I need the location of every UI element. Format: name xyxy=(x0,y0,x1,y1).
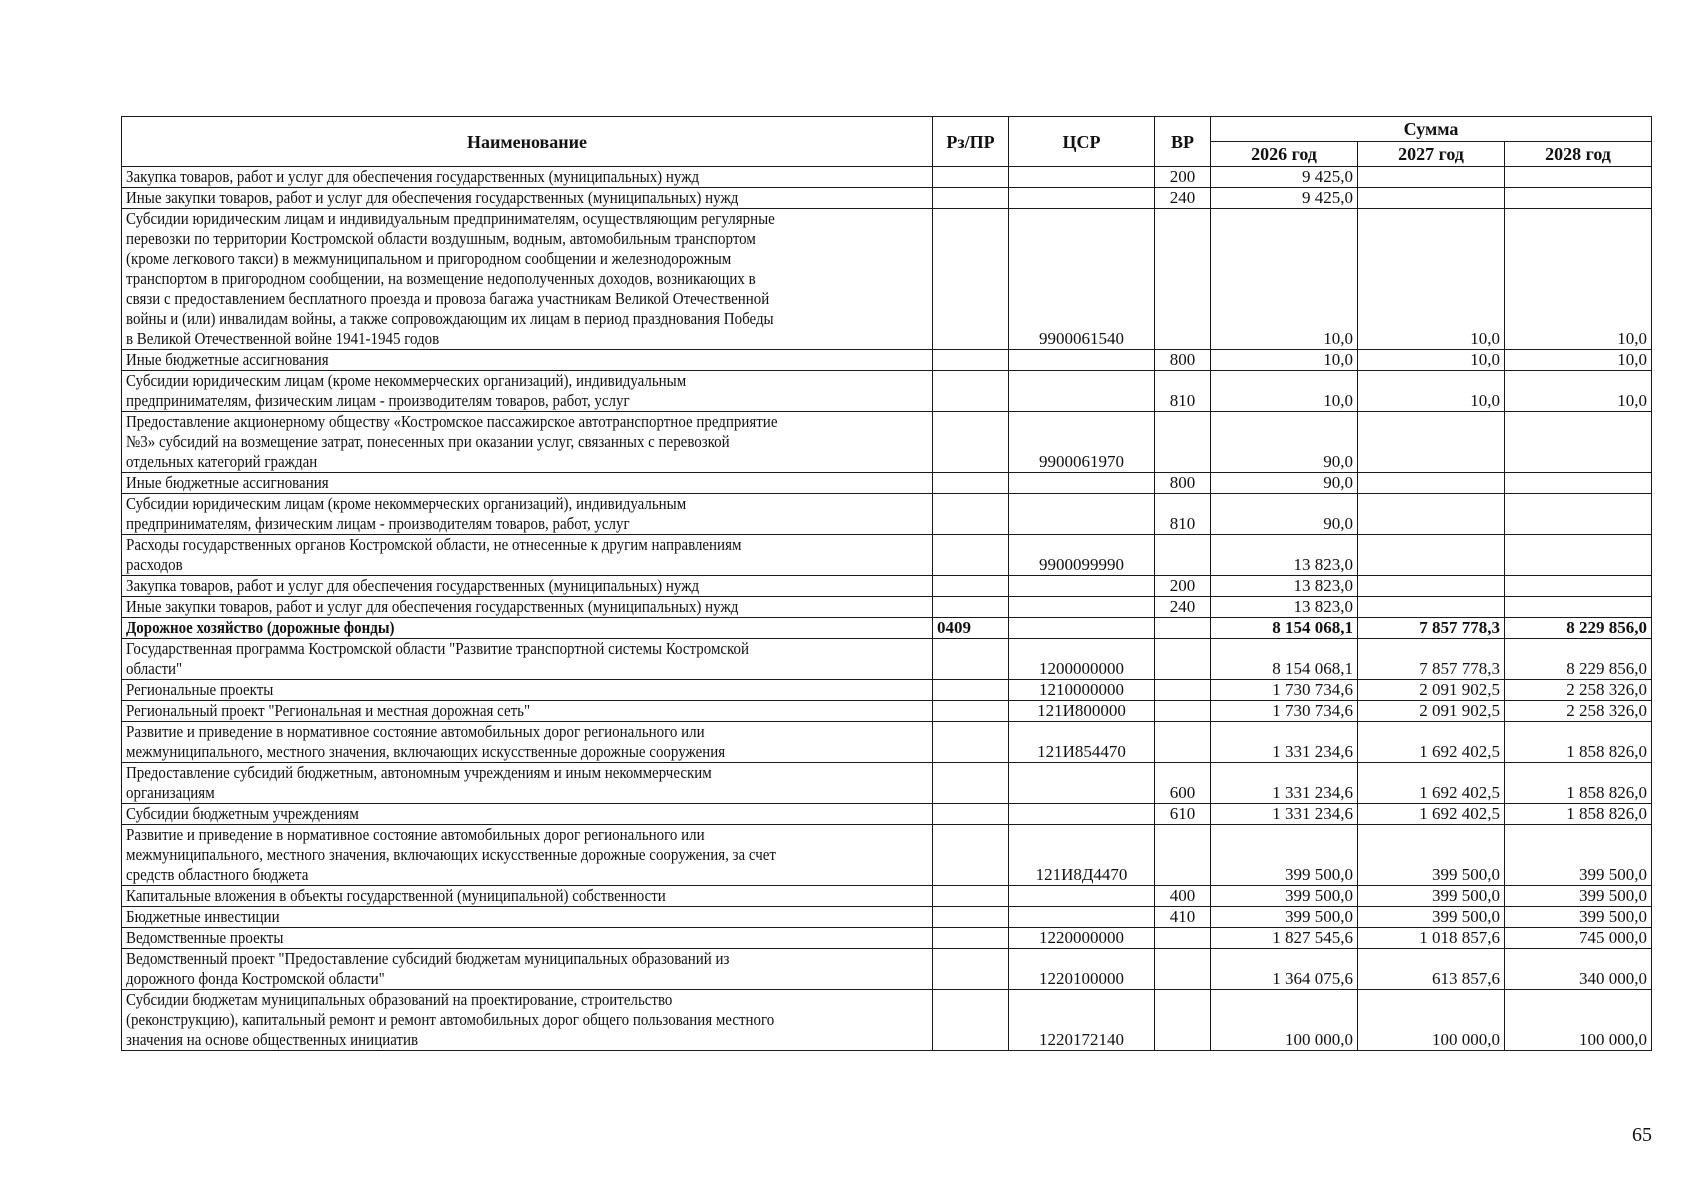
row-name-line: Иные закупки товаров, работ и услуг для обеспечения государственных (муниципальных) нужд xyxy=(126,188,739,207)
row-sum-2028-cell: 399 500,0 xyxy=(1505,825,1652,886)
row-sum-2028-cell xyxy=(1505,535,1652,576)
row-sum-2028-cell: 2 258 326,0 xyxy=(1505,701,1652,722)
row-name-line: Закупка товаров, работ и услуг для обеспечения государственных (муниципальных) нужд xyxy=(126,576,700,595)
row-sum-2028-cell: 10,0 xyxy=(1505,371,1652,412)
row-name-cell xyxy=(122,535,933,576)
row-name-cell xyxy=(122,167,933,188)
row-sum-2026-cell: 8 154 068,1 xyxy=(1211,618,1358,639)
row-csr-cell: 121И8Д4470 xyxy=(1009,825,1155,886)
row-sum-2026-cell: 1 364 075,6 xyxy=(1211,949,1358,990)
row-csr-cell xyxy=(1009,907,1155,928)
row-name-line: Закупка товаров, работ и услуг для обеспечения государственных (муниципальных) нужд xyxy=(126,167,700,186)
row-csr-cell xyxy=(1009,473,1155,494)
row-vr-cell: 410 xyxy=(1155,907,1211,928)
row-rzpr-cell xyxy=(933,597,1009,618)
row-rzpr-cell xyxy=(933,886,1009,907)
row-csr-cell: 121И800000 xyxy=(1009,701,1155,722)
row-name-line: связи с предоставлением бесплатного проезда и провоза багажа участникам Великой Отечественной xyxy=(126,289,770,308)
row-csr-cell: 121И854470 xyxy=(1009,722,1155,763)
row-vr-cell: 810 xyxy=(1155,371,1211,412)
row-name-line: межмуниципального, местного значения, включающих искусственные дорожные сооружения xyxy=(126,742,726,761)
row-name-line: Иные бюджетные ассигнования xyxy=(126,473,329,492)
row-name-cell xyxy=(122,949,933,990)
row-csr-cell: 1210000000 xyxy=(1009,680,1155,701)
row-rzpr-cell xyxy=(933,825,1009,886)
row-name-cell xyxy=(122,597,933,618)
row-sum-2027-cell xyxy=(1358,412,1505,473)
row-vr-cell: 600 xyxy=(1155,763,1211,804)
page-number: 65 xyxy=(1632,1124,1652,1146)
row-rzpr-cell xyxy=(933,680,1009,701)
row-name-cell xyxy=(122,763,933,804)
row-name-line: Субсидии юридическим лицам и индивидуальным предпринимателям, осуществляющим регулярные xyxy=(126,209,775,228)
row-sum-2026-cell: 10,0 xyxy=(1211,209,1358,350)
header-vr: ВР xyxy=(1155,117,1211,167)
header-name: Наименование xyxy=(122,117,933,167)
row-name-line: (кроме легкового такси) в межмуниципальном и пригородном сообщении и железнодорожным xyxy=(126,249,732,268)
row-rzpr-cell xyxy=(933,209,1009,350)
row-name-line: расходов xyxy=(126,555,183,574)
row-sum-2027-cell: 399 500,0 xyxy=(1358,907,1505,928)
row-csr-cell xyxy=(1009,576,1155,597)
table-row xyxy=(122,907,1652,928)
row-sum-2027-cell xyxy=(1358,473,1505,494)
header-year-2026: 2026 год xyxy=(1211,142,1358,167)
row-rzpr-cell xyxy=(933,639,1009,680)
row-name-cell xyxy=(122,188,933,209)
row-name-line: межмуниципального, местного значения, включающих искусственные дорожные сооружения, за счет xyxy=(126,845,776,864)
row-name-line: Региональный проект "Региональная и местная дорожная сеть" xyxy=(126,701,531,720)
row-rzpr-cell xyxy=(933,188,1009,209)
row-name-line: перевозки по территории Костромской области воздушным, водным, автомобильным транспортом xyxy=(126,229,756,248)
row-sum-2028-cell xyxy=(1505,576,1652,597)
row-rzpr-cell xyxy=(933,494,1009,535)
row-sum-2026-cell: 90,0 xyxy=(1211,412,1358,473)
row-vr-cell xyxy=(1155,680,1211,701)
row-sum-2027-cell: 1 018 857,6 xyxy=(1358,928,1505,949)
row-sum-2028-cell: 1 858 826,0 xyxy=(1505,763,1652,804)
row-vr-cell: 800 xyxy=(1155,350,1211,371)
row-vr-cell xyxy=(1155,722,1211,763)
row-csr-cell xyxy=(1009,371,1155,412)
row-sum-2027-cell: 1 692 402,5 xyxy=(1358,763,1505,804)
row-sum-2027-cell xyxy=(1358,597,1505,618)
row-sum-2026-cell: 90,0 xyxy=(1211,494,1358,535)
row-sum-2027-cell: 2 091 902,5 xyxy=(1358,680,1505,701)
row-name-line: организациям xyxy=(126,783,215,802)
row-csr-cell: 9900061540 xyxy=(1009,209,1155,350)
row-name-line: предпринимателям, физическим лицам - производителям товаров, работ, услуг xyxy=(126,391,630,410)
row-sum-2028-cell: 2 258 326,0 xyxy=(1505,680,1652,701)
row-name-line: Предоставление субсидий бюджетным, автономным учреждениям и иным некоммерческим xyxy=(126,763,712,782)
row-name-line: Капитальные вложения в объекты государственной (муниципальной) собственности xyxy=(126,886,666,905)
row-csr-cell xyxy=(1009,804,1155,825)
row-sum-2026-cell: 399 500,0 xyxy=(1211,886,1358,907)
row-sum-2026-cell: 1 331 234,6 xyxy=(1211,722,1358,763)
row-rzpr-cell xyxy=(933,371,1009,412)
row-name-line: Ведомственные проекты xyxy=(126,928,284,947)
row-vr-cell xyxy=(1155,701,1211,722)
row-sum-2026-cell: 1 730 734,6 xyxy=(1211,680,1358,701)
row-vr-cell: 810 xyxy=(1155,494,1211,535)
row-sum-2027-cell: 100 000,0 xyxy=(1358,990,1505,1051)
row-sum-2028-cell: 399 500,0 xyxy=(1505,886,1652,907)
table-row xyxy=(122,825,1652,886)
row-csr-cell: 1220000000 xyxy=(1009,928,1155,949)
row-csr-cell xyxy=(1009,350,1155,371)
table-row xyxy=(122,167,1652,188)
row-name-cell xyxy=(122,825,933,886)
row-csr-cell xyxy=(1009,763,1155,804)
row-sum-2027-cell: 1 692 402,5 xyxy=(1358,804,1505,825)
table-row xyxy=(122,618,1652,639)
row-sum-2027-cell: 399 500,0 xyxy=(1358,886,1505,907)
row-rzpr-cell: 0409 xyxy=(933,618,1009,639)
row-vr-cell: 240 xyxy=(1155,188,1211,209)
row-sum-2026-cell: 1 331 234,6 xyxy=(1211,804,1358,825)
row-vr-cell xyxy=(1155,639,1211,680)
row-name-cell xyxy=(122,990,933,1051)
row-name-line: Региональные проекты xyxy=(126,680,274,699)
row-name-line: в Великой Отечественной войне 1941-1945 годов xyxy=(126,329,440,348)
table-row xyxy=(122,350,1652,371)
row-csr-cell xyxy=(1009,494,1155,535)
row-sum-2026-cell: 9 425,0 xyxy=(1211,167,1358,188)
row-name-cell xyxy=(122,371,933,412)
table-body xyxy=(122,167,1652,1051)
row-sum-2028-cell: 399 500,0 xyxy=(1505,907,1652,928)
row-rzpr-cell xyxy=(933,350,1009,371)
row-sum-2028-cell xyxy=(1505,188,1652,209)
row-sum-2026-cell: 100 000,0 xyxy=(1211,990,1358,1051)
row-name-cell xyxy=(122,576,933,597)
table-row xyxy=(122,371,1652,412)
row-sum-2027-cell xyxy=(1358,494,1505,535)
row-name-line: отдельных категорий граждан xyxy=(126,452,318,471)
row-sum-2028-cell xyxy=(1505,473,1652,494)
row-rzpr-cell xyxy=(933,928,1009,949)
row-name-cell xyxy=(122,494,933,535)
row-vr-cell xyxy=(1155,825,1211,886)
row-sum-2027-cell: 10,0 xyxy=(1358,350,1505,371)
row-csr-cell: 1200000000 xyxy=(1009,639,1155,680)
row-name-line: (реконструкцию), капитальный ремонт и ремонт автомобильных дорог общего пользования местного xyxy=(126,1010,775,1029)
row-csr-cell: 9900061970 xyxy=(1009,412,1155,473)
row-sum-2027-cell xyxy=(1358,167,1505,188)
row-name-cell xyxy=(122,350,933,371)
row-sum-2026-cell: 10,0 xyxy=(1211,371,1358,412)
row-name-cell xyxy=(122,907,933,928)
row-name-line: Иные закупки товаров, работ и услуг для обеспечения государственных (муниципальных) нужд xyxy=(126,597,739,616)
row-csr-cell xyxy=(1009,597,1155,618)
table-row xyxy=(122,804,1652,825)
row-vr-cell xyxy=(1155,949,1211,990)
row-sum-2026-cell: 1 827 545,6 xyxy=(1211,928,1358,949)
row-rzpr-cell xyxy=(933,412,1009,473)
table-row xyxy=(122,597,1652,618)
row-rzpr-cell xyxy=(933,576,1009,597)
row-sum-2028-cell xyxy=(1505,412,1652,473)
table-row xyxy=(122,576,1652,597)
row-vr-cell: 610 xyxy=(1155,804,1211,825)
row-name-line: средств областного бюджета xyxy=(126,865,309,884)
row-sum-2026-cell: 1 730 734,6 xyxy=(1211,701,1358,722)
row-rzpr-cell xyxy=(933,701,1009,722)
row-rzpr-cell xyxy=(933,804,1009,825)
row-vr-cell xyxy=(1155,928,1211,949)
table-row xyxy=(122,701,1652,722)
row-name-cell xyxy=(122,639,933,680)
row-sum-2028-cell: 10,0 xyxy=(1505,209,1652,350)
row-sum-2026-cell: 13 823,0 xyxy=(1211,597,1358,618)
row-name-line: Субсидии юридическим лицам (кроме некоммерческих организаций), индивидуальным xyxy=(126,371,687,390)
header-sum: Сумма xyxy=(1211,117,1652,142)
row-sum-2028-cell xyxy=(1505,167,1652,188)
row-sum-2027-cell xyxy=(1358,576,1505,597)
header-csr: ЦСР xyxy=(1009,117,1155,167)
row-name-cell xyxy=(122,928,933,949)
table-row xyxy=(122,990,1652,1051)
row-name-line: Развитие и приведение в нормативное состояние автомобильных дорог регионального или xyxy=(126,722,705,741)
row-rzpr-cell xyxy=(933,990,1009,1051)
budget-table xyxy=(121,116,1652,1051)
table-row xyxy=(122,680,1652,701)
row-name-cell xyxy=(122,473,933,494)
row-csr-cell: 9900099990 xyxy=(1009,535,1155,576)
row-sum-2028-cell xyxy=(1505,597,1652,618)
row-vr-cell xyxy=(1155,990,1211,1051)
row-csr-cell xyxy=(1009,618,1155,639)
row-sum-2026-cell: 9 425,0 xyxy=(1211,188,1358,209)
row-vr-cell xyxy=(1155,535,1211,576)
table-row xyxy=(122,763,1652,804)
table-row xyxy=(122,949,1652,990)
row-sum-2026-cell: 13 823,0 xyxy=(1211,535,1358,576)
row-name-line: Бюджетные инвестиции xyxy=(126,907,280,926)
table-row xyxy=(122,188,1652,209)
row-name-cell xyxy=(122,412,933,473)
row-sum-2027-cell xyxy=(1358,188,1505,209)
row-sum-2028-cell: 340 000,0 xyxy=(1505,949,1652,990)
row-name-line: Государственная программа Костромской области "Развитие транспортной системы Костромской xyxy=(126,639,750,658)
row-sum-2028-cell: 10,0 xyxy=(1505,350,1652,371)
row-sum-2026-cell: 1 331 234,6 xyxy=(1211,763,1358,804)
row-sum-2028-cell: 1 858 826,0 xyxy=(1505,722,1652,763)
row-name-cell xyxy=(122,804,933,825)
row-sum-2027-cell: 10,0 xyxy=(1358,209,1505,350)
row-name-cell xyxy=(122,618,933,639)
row-rzpr-cell xyxy=(933,535,1009,576)
row-name-line: Субсидии юридическим лицам (кроме некоммерческих организаций), индивидуальным xyxy=(126,494,687,513)
row-sum-2027-cell: 7 857 778,3 xyxy=(1358,618,1505,639)
row-vr-cell: 200 xyxy=(1155,167,1211,188)
row-sum-2026-cell: 399 500,0 xyxy=(1211,825,1358,886)
row-rzpr-cell xyxy=(933,167,1009,188)
row-name-cell xyxy=(122,886,933,907)
row-sum-2027-cell: 10,0 xyxy=(1358,371,1505,412)
row-vr-cell: 200 xyxy=(1155,576,1211,597)
row-sum-2027-cell: 2 091 902,5 xyxy=(1358,701,1505,722)
row-sum-2027-cell xyxy=(1358,535,1505,576)
row-name-line: области" xyxy=(126,659,183,678)
row-sum-2027-cell: 1 692 402,5 xyxy=(1358,722,1505,763)
row-name-line: дорожного фонда Костромской области" xyxy=(126,969,385,988)
row-sum-2026-cell: 10,0 xyxy=(1211,350,1358,371)
header-year-2028: 2028 год xyxy=(1505,142,1652,167)
row-name-line: Дорожное хозяйство (дорожные фонды) xyxy=(126,618,395,637)
header-year-2027: 2027 год xyxy=(1358,142,1505,167)
row-rzpr-cell xyxy=(933,907,1009,928)
row-sum-2027-cell: 399 500,0 xyxy=(1358,825,1505,886)
row-name-line: Иные бюджетные ассигнования xyxy=(126,350,329,369)
row-sum-2027-cell: 613 857,6 xyxy=(1358,949,1505,990)
row-vr-cell xyxy=(1155,412,1211,473)
row-csr-cell: 1220100000 xyxy=(1009,949,1155,990)
row-name-line: транспортом в пригородном сообщении, на возмещение недополученных доходов, возникающих в xyxy=(126,269,756,288)
table-row xyxy=(122,928,1652,949)
row-name-line: Субсидии бюджетным учреждениям xyxy=(126,804,359,823)
table-header xyxy=(122,117,1652,167)
header-rzpr: Рз/ПР xyxy=(933,117,1009,167)
row-sum-2026-cell: 13 823,0 xyxy=(1211,576,1358,597)
row-name-cell xyxy=(122,680,933,701)
row-rzpr-cell xyxy=(933,763,1009,804)
row-csr-cell xyxy=(1009,886,1155,907)
row-sum-2028-cell: 1 858 826,0 xyxy=(1505,804,1652,825)
table-row xyxy=(122,494,1652,535)
table-row xyxy=(122,412,1652,473)
table-row xyxy=(122,209,1652,350)
table-row xyxy=(122,535,1652,576)
table-row xyxy=(122,639,1652,680)
row-vr-cell: 240 xyxy=(1155,597,1211,618)
row-sum-2028-cell xyxy=(1505,494,1652,535)
row-name-line: №3» субсидий на возмещение затрат, понесенных при оказании услуг, связанных с перевозкой xyxy=(126,432,730,451)
row-name-line: Расходы государственных органов Костромской области, не отнесенные к другим направлениям xyxy=(126,535,742,554)
row-csr-cell xyxy=(1009,188,1155,209)
row-vr-cell xyxy=(1155,618,1211,639)
row-sum-2026-cell: 8 154 068,1 xyxy=(1211,639,1358,680)
row-rzpr-cell xyxy=(933,949,1009,990)
row-name-line: Предоставление акционерному обществу «Костромское пассажирское автотранспортное предприятие xyxy=(126,412,778,431)
table-row xyxy=(122,886,1652,907)
row-sum-2028-cell: 100 000,0 xyxy=(1505,990,1652,1051)
row-rzpr-cell xyxy=(933,473,1009,494)
row-sum-2026-cell: 90,0 xyxy=(1211,473,1358,494)
row-name-cell xyxy=(122,722,933,763)
row-name-cell xyxy=(122,701,933,722)
row-name-line: предпринимателям, физическим лицам - производителям товаров, работ, услуг xyxy=(126,514,630,533)
row-rzpr-cell xyxy=(933,722,1009,763)
row-name-line: Ведомственный проект "Предоставление субсидий бюджетам муниципальных образований из xyxy=(126,949,730,968)
row-sum-2028-cell: 8 229 856,0 xyxy=(1505,639,1652,680)
row-vr-cell: 800 xyxy=(1155,473,1211,494)
row-name-line: значения на основе общественных инициатив xyxy=(126,1030,419,1049)
row-sum-2027-cell: 7 857 778,3 xyxy=(1358,639,1505,680)
row-sum-2026-cell: 399 500,0 xyxy=(1211,907,1358,928)
row-csr-cell xyxy=(1009,167,1155,188)
row-name-line: Субсидии бюджетам муниципальных образований на проектирование, строительство xyxy=(126,990,673,1009)
row-csr-cell: 1220172140 xyxy=(1009,990,1155,1051)
row-name-line: войны и (или) инвалидам войны, а также сопровождающим их лицам в период празднования Победы xyxy=(126,309,774,328)
row-sum-2028-cell: 8 229 856,0 xyxy=(1505,618,1652,639)
row-name-cell xyxy=(122,209,933,350)
row-vr-cell: 400 xyxy=(1155,886,1211,907)
table-row xyxy=(122,722,1652,763)
row-sum-2028-cell: 745 000,0 xyxy=(1505,928,1652,949)
table-row xyxy=(122,473,1652,494)
row-name-line: Развитие и приведение в нормативное состояние автомобильных дорог регионального или xyxy=(126,825,705,844)
row-vr-cell xyxy=(1155,209,1211,350)
